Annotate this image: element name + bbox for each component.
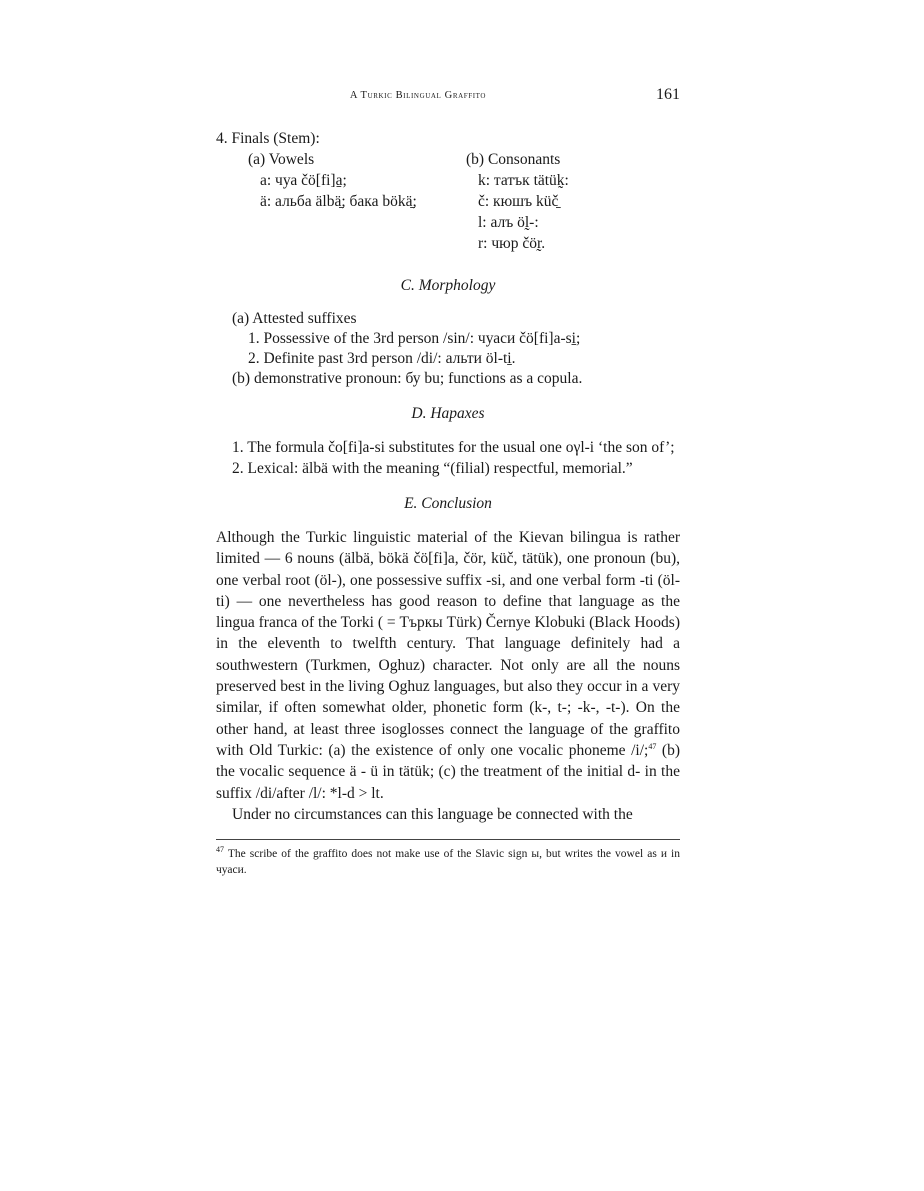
conclusion-heading: E. Conclusion <box>404 495 492 512</box>
page <box>216 84 680 878</box>
conclusion-body <box>216 527 680 825</box>
consonant-row: l: алъ öl̰-: <box>478 214 539 231</box>
consonants-column <box>466 149 569 254</box>
consonant-row: r: чюр čör̰. <box>478 235 546 252</box>
page-number: 161 <box>656 86 680 103</box>
hapax-item: 2. Lexical: älbä with the meaning “(filial) respectful, memorial.” <box>232 460 633 477</box>
finals-section <box>216 128 680 261</box>
hapax-item: 1. The formula čo[fi]a-si substitutes for the usual one oγl-i ‘the son of’; <box>232 439 675 456</box>
footnote-number: 47 <box>216 845 224 855</box>
running-title: A Turkic Bilingual Graffito <box>349 90 487 101</box>
footnote-text: The scribe of the graffito does not make use of the Slavic sign ы, but writes the vowel as и in чуаси. <box>216 848 681 877</box>
finals-columns <box>216 149 680 261</box>
vowel-row: a: чуа čö[fi]a̱; <box>260 172 347 189</box>
consonant-row: č: кюшъ küč̱ <box>478 193 559 210</box>
conclusion-text-tail: (b) the vocalic sequence ä - ü in tätük; (c) the treatment of the initial d- in the suffix /di/after /l/: *l-d > lt. <box>216 741 681 802</box>
morphology-item: 1. Possessive of the 3rd person /sin/: чуаси čö[fi]a-si̱; <box>248 330 581 347</box>
conclusion-text: Although the Turkic linguistic material of the Kievan bilingua is rather limited — 6 nouns (älbä, bökä čö[fi]a, čör, küč, tätük), one pronoun (bu), one verbal root (öl-), one possessive suffix -si, and one verbal form -ti (öl-ti) — one nevertheless has good reason to define that language as the lingua franca of the Torki ( = Търкы Türk) Černye Klobuki (Black Hoods) in the eleventh to twelfth century. That language definitely had a southwestern (Turkmen, Oghuz) character. Not only are all the nouns preserved best in the living Oghuz languages, but also they occur in a very similar, if often somewhat older, phonetic form (k-, t-; -k-, -t-). On the other hand, at least three isoglosses connect the language of the graffito with Old Turkic: (a) the existence of only one vocalic phoneme /i/; <box>216 529 680 759</box>
hapaxes-list <box>216 437 680 479</box>
footnote-reference[interactable]: 47 <box>648 741 657 751</box>
consonants-heading: (b) Consonants <box>466 151 561 168</box>
conclusion-paragraph <box>216 527 680 804</box>
finals-title: 4. Finals (Stem): <box>216 130 320 147</box>
morphology-heading: C. Morphology <box>400 277 496 294</box>
morphology-item: (b) demonstrative pronoun: бу bu; functions as a copula. <box>232 370 583 387</box>
morphology-item: 2. Definite past 3rd person /di/: альти öl-ti̱. <box>248 350 516 367</box>
vowels-column <box>248 149 417 212</box>
footnote <box>216 846 680 878</box>
running-head <box>216 84 680 110</box>
morphology-list <box>216 309 680 389</box>
hapaxes-heading: D. Hapaxes <box>411 405 485 422</box>
consonant-row: k: татък tätük̰: <box>478 172 569 189</box>
vowels-heading: (a) Vowels <box>248 151 315 168</box>
conclusion-paragraph: Under no circumstances can this language be connected with the <box>232 805 633 823</box>
morphology-item: (a) Attested suffixes <box>232 310 357 327</box>
footnote-divider <box>216 839 680 840</box>
vowel-row: ä: альба älbä̱; бака bökä̱; <box>260 193 417 210</box>
